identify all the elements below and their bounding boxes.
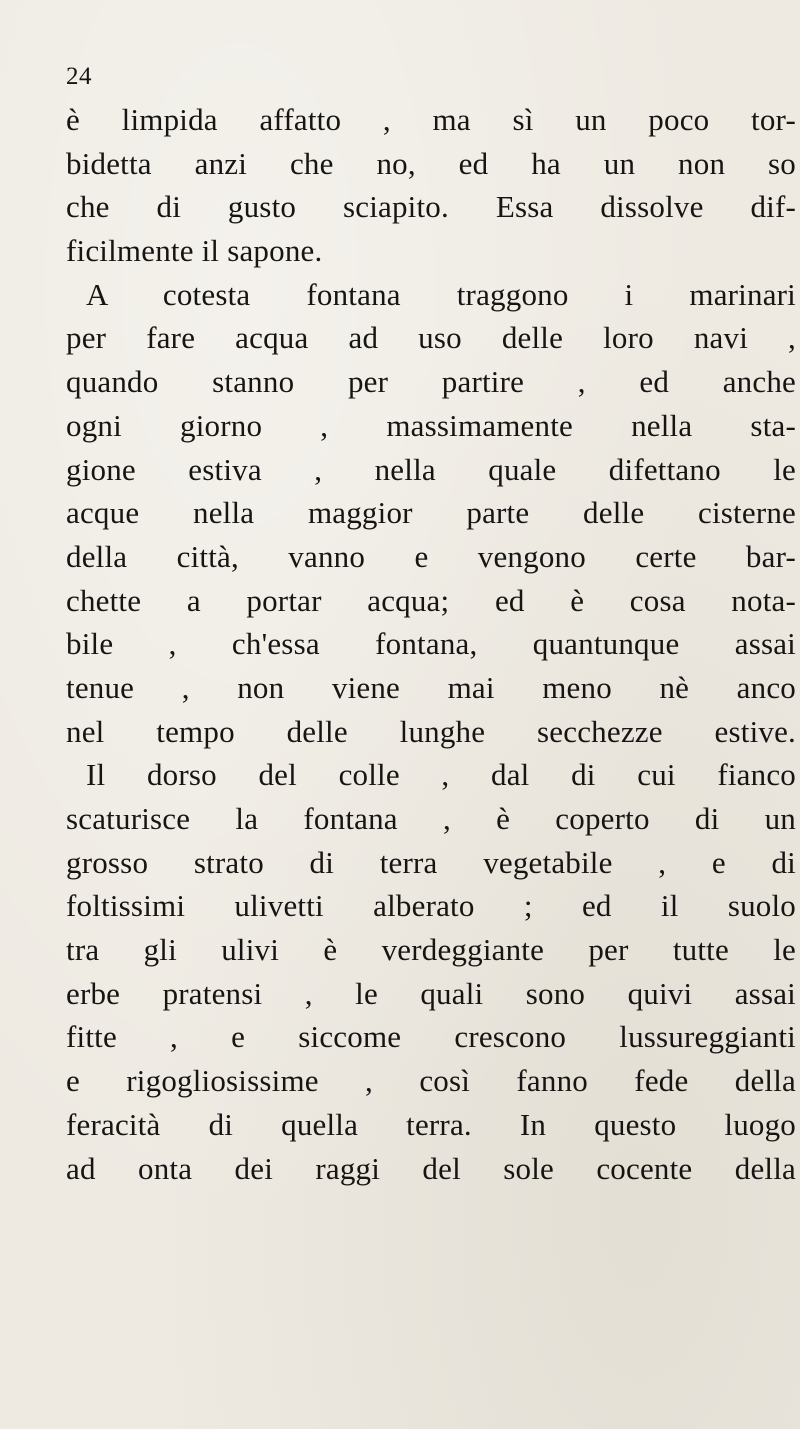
text-line: ad onta dei raggi del sole cocente della <box>66 1150 796 1186</box>
page-number: 24 <box>66 63 92 90</box>
text-line: erbe pratensi , le quali sono quivi assai <box>66 975 796 1011</box>
text-line: ficilmente il sapone. <box>66 233 323 269</box>
text-line: tenue , non viene mai meno nè anco <box>66 669 796 705</box>
text-line: bidetta anzi che no, ed ha un non so <box>66 145 796 181</box>
text-line: A cotesta fontana traggono i marinari <box>86 276 796 312</box>
text-line: ogni giorno , massimamente nella sta- <box>66 407 796 443</box>
text-line: per fare acqua ad uso delle loro navi , <box>66 320 796 356</box>
text-line: bile , ch'essa fontana, quantunque assai <box>66 626 796 662</box>
text-line: quando stanno per partire , ed anche <box>66 364 796 400</box>
text-line: grosso strato di terra vegetabile , e di <box>66 844 796 880</box>
text-line: tra gli ulivi è verdeggiante per tutte le <box>66 932 796 968</box>
text-line: della città, vanno e vengono certe bar- <box>66 538 796 574</box>
text-line: scaturisce la fontana , è coperto di un <box>66 801 796 836</box>
text-line: e rigogliosissime , così fanno fede della <box>66 1063 796 1099</box>
body-text <box>66 98 796 1190</box>
text-line: feracità di quella terra. In questo luogo <box>66 1106 796 1142</box>
text-line: che di gusto sciapito. Essa dissolve dif- <box>66 189 796 225</box>
text-line: fitte , e siccome crescono lussureggianti <box>66 1019 796 1055</box>
text-line: acque nella maggior parte delle cisterne <box>66 495 796 531</box>
text-line: foltissimi ulivetti alberato ; ed il suolo <box>66 888 796 924</box>
text-line: chette a portar acqua; ed è cosa nota- <box>66 582 796 618</box>
text-line: è limpida affatto , ma sì un poco tor- <box>66 102 796 137</box>
text-line: Il dorso del colle , dal di cui fianco <box>86 757 796 793</box>
text-line: gione estiva , nella quale difettano le <box>66 451 796 487</box>
text-line: nel tempo delle lunghe secchezze estive. <box>66 713 796 749</box>
